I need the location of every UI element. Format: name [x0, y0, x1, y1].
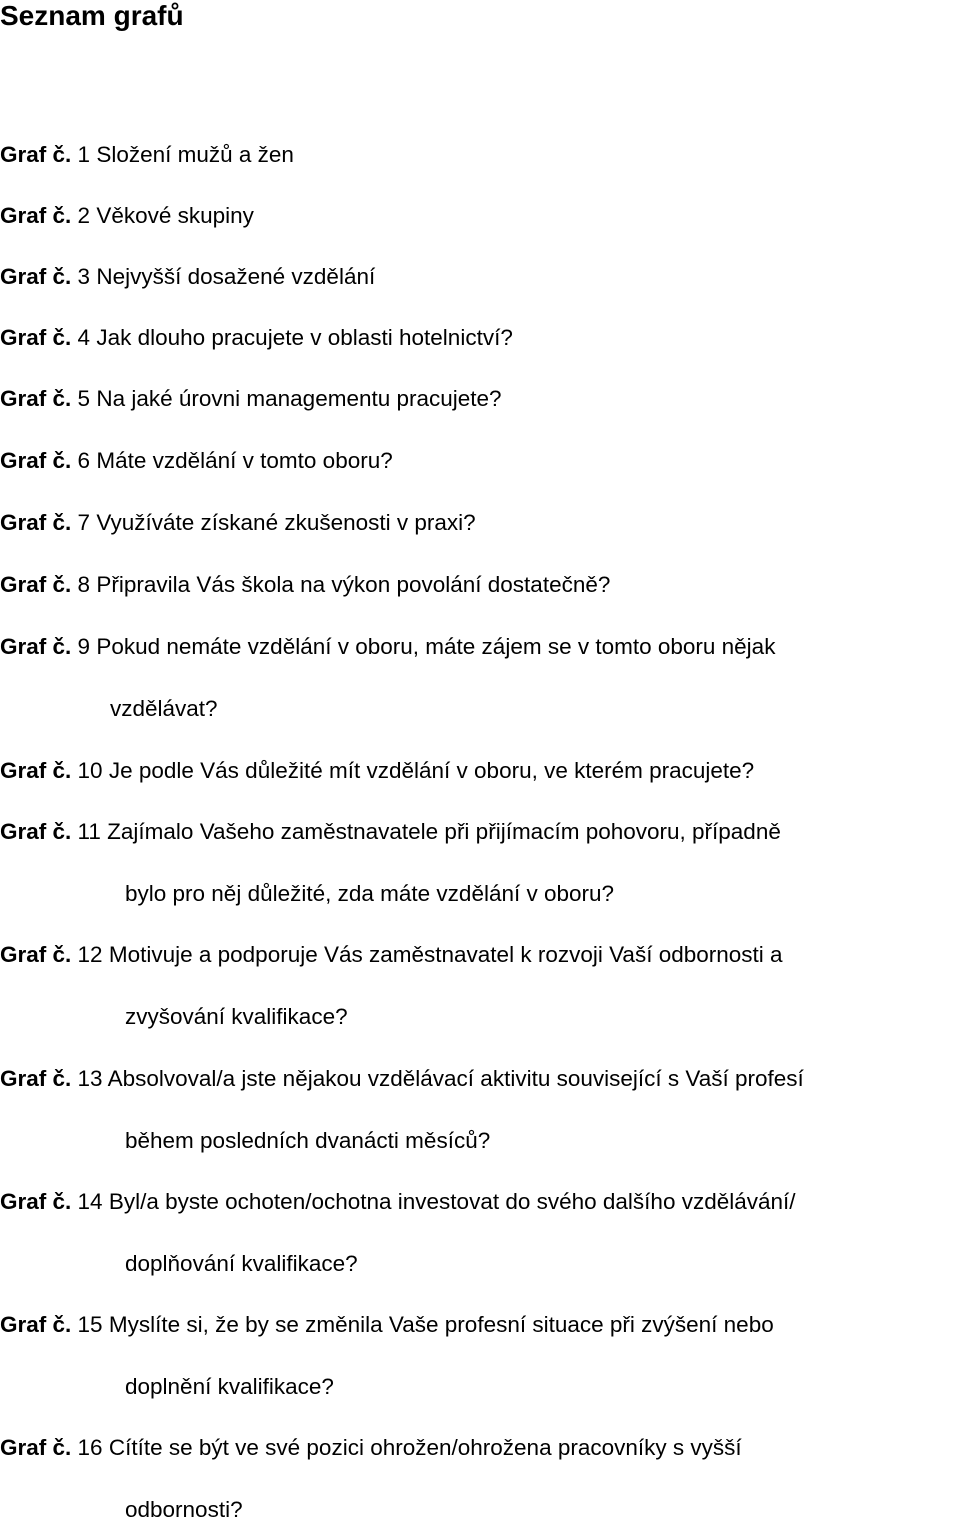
- graph-number: 1: [77, 142, 91, 167]
- graph-title-continuation: během posledních dvanácti měsíců?: [125, 1128, 491, 1153]
- graph-label: Graf č.: [0, 203, 72, 228]
- graph-label: Graf č.: [0, 510, 72, 535]
- list-item-line: [0, 756, 754, 786]
- list-item-line: [0, 201, 254, 231]
- graph-number: 4: [77, 325, 91, 350]
- graph-title: Připravila Vás škola na výkon povolání dostatečně?: [96, 572, 611, 597]
- graph-label: Graf č.: [0, 448, 72, 473]
- graph-number: 12: [77, 942, 103, 967]
- graph-title: Máte vzdělání v tomto oboru?: [96, 448, 393, 473]
- page-title: Seznam grafů: [0, 0, 184, 31]
- graph-label: Graf č.: [0, 1435, 72, 1460]
- graph-title-continuation: doplňování kvalifikace?: [125, 1251, 358, 1276]
- list-item-line: [0, 140, 294, 170]
- graph-number: 10: [77, 758, 103, 783]
- graph-number: 9: [77, 634, 91, 659]
- list-item-line: [0, 1187, 796, 1217]
- graph-label: Graf č.: [0, 386, 72, 411]
- graph-title: Myslíte si, že by se změnila Vaše profesní situace při zvýšení nebo: [108, 1312, 774, 1337]
- graph-label: Graf č.: [0, 1312, 72, 1337]
- graph-title: Věkové skupiny: [96, 203, 254, 228]
- graph-title-continuation: doplnění kvalifikace?: [125, 1374, 334, 1399]
- graph-title: Absolvoval/a jste nějakou vzdělávací aktivitu související s Vaší profesí: [107, 1066, 804, 1091]
- graph-title: Cítíte se být ve své pozici ohrožen/ohrožena pracovníky s vyšší: [108, 1435, 742, 1460]
- graph-label: Graf č.: [0, 1189, 72, 1214]
- graph-number: 7: [77, 510, 91, 535]
- list-item-line: [0, 940, 783, 970]
- graph-title: Zajímalo Vašeho zaměstnavatele při přijímacím pohovoru, případně: [107, 819, 781, 844]
- graph-title: Složení mužů a žen: [96, 142, 294, 167]
- list-item-line: [0, 446, 393, 476]
- graph-title: Je podle Vás důležité mít vzdělání v oboru, ve kterém pracujete?: [108, 758, 755, 783]
- graph-title-continuation: zvyšování kvalifikace?: [125, 1004, 348, 1029]
- graph-title: Nejvyšší dosažené vzdělání: [96, 264, 376, 289]
- graph-label: Graf č.: [0, 325, 72, 350]
- list-item-line: [0, 570, 610, 600]
- graph-number: 8: [77, 572, 91, 597]
- list-item-line: [0, 384, 502, 414]
- graph-number: 2: [77, 203, 91, 228]
- graph-label: Graf č.: [0, 758, 72, 783]
- graph-label: Graf č.: [0, 819, 72, 844]
- list-item-line: [0, 262, 375, 292]
- list-item-line: [0, 1433, 742, 1463]
- graph-label: Graf č.: [0, 572, 72, 597]
- graph-number: 6: [77, 448, 91, 473]
- graph-title: Na jaké úrovni managementu pracujete?: [96, 386, 502, 411]
- list-item-line: [0, 323, 513, 353]
- list-item-line: [0, 1064, 804, 1094]
- graph-number: 3: [77, 264, 91, 289]
- graph-title-continuation: vzdělávat?: [110, 696, 218, 721]
- graph-label: Graf č.: [0, 1066, 72, 1091]
- graph-number: 14: [77, 1189, 103, 1214]
- graph-title: Byl/a byste ochoten/ochotna investovat do svého dalšího vzdělávání/: [108, 1189, 796, 1214]
- graph-number: 5: [77, 386, 91, 411]
- list-item-line: [0, 508, 476, 538]
- graph-title: Využíváte získané zkušenosti v praxi?: [96, 510, 476, 535]
- graph-label: Graf č.: [0, 142, 72, 167]
- graph-title: Jak dlouho pracujete v oblasti hotelnictví?: [96, 325, 513, 350]
- graph-label: Graf č.: [0, 942, 72, 967]
- graph-title: Pokud nemáte vzdělání v oboru, máte zájem se v tomto oboru nějak: [96, 634, 776, 659]
- list-item-line: [0, 632, 775, 662]
- list-item-line: [0, 817, 781, 847]
- graph-title: Motivuje a podporuje Vás zaměstnavatel k rozvoji Vaší odbornosti a: [108, 942, 783, 967]
- graph-title-continuation: bylo pro něj důležité, zda máte vzdělání v oboru?: [125, 881, 615, 906]
- graph-number: 16: [77, 1435, 103, 1460]
- graph-number: 13: [77, 1066, 103, 1091]
- graph-label: Graf č.: [0, 264, 72, 289]
- graph-title-continuation: odbornosti?: [125, 1497, 243, 1522]
- graph-label: Graf č.: [0, 634, 72, 659]
- list-item-line: [0, 1310, 774, 1340]
- graph-number: 11: [77, 819, 101, 844]
- graph-number: 15: [77, 1312, 103, 1337]
